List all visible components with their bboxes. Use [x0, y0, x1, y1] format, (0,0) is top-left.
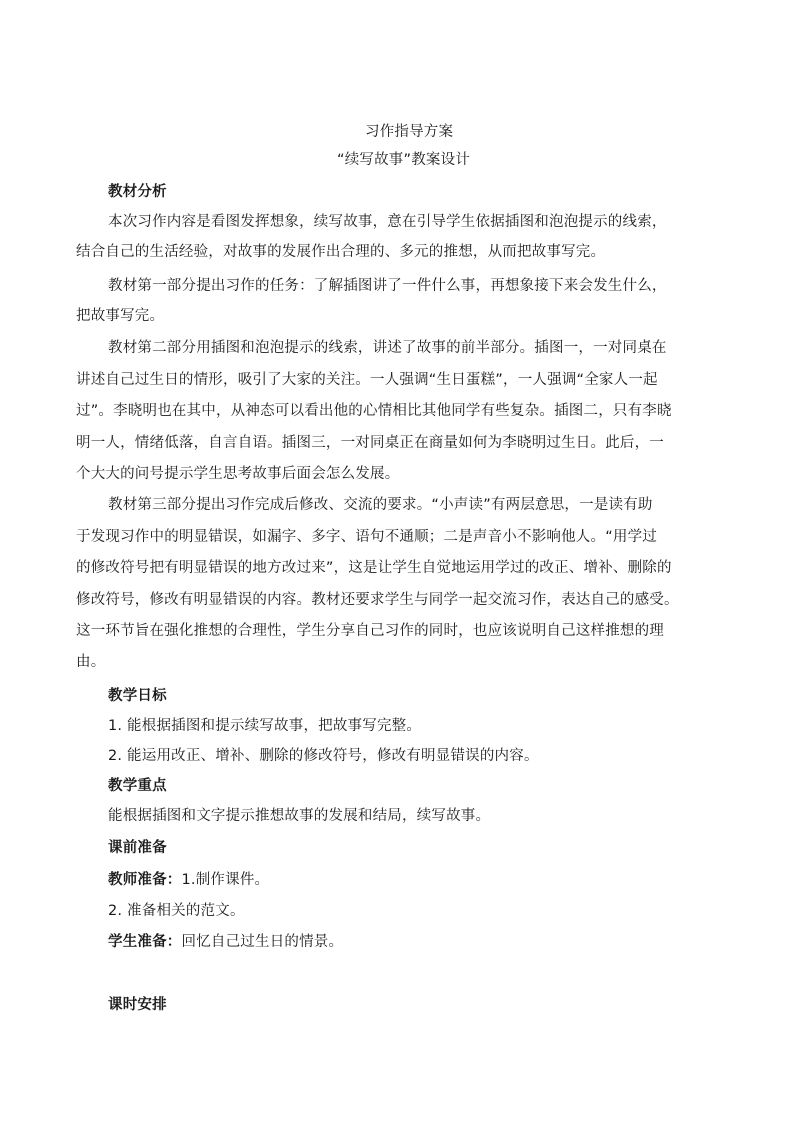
- paragraph-line: 个大大的问号提示学生思考故事后面会怎么发展。: [76, 466, 400, 482]
- paragraph-line: 明一人，情绪低落，自言自语。插图三，一对同桌正在商量如何为李晓明过生日。此后，一: [76, 435, 664, 451]
- section-heading-goals: 教学日标: [108, 688, 167, 704]
- student-prep-line: [108, 932, 343, 952]
- section-heading-schedule: 课时安排: [108, 997, 167, 1013]
- paragraph-line: 教材第二部分用插图和泡泡提示的线索，讲述了故事的前半部分。插图一，一对同桌在: [108, 340, 667, 356]
- paragraph-line: 修改符号，修改有明显错误的内容。教材还要求学生与同学一起交流习作，表达自己的感受。: [76, 592, 679, 608]
- section-heading-preparation: 课前准备: [108, 840, 167, 856]
- paragraph-line: 的修改符号把有明显错误的地方改过来”，这是让学生自觉地运用学过的改正、增补、删除的: [76, 560, 672, 576]
- paragraph-line: 把故事写完。: [76, 308, 165, 324]
- paragraph-line: 于发现习作中的明显错误，如漏字、多字、语句不通顺；二是声音小不影响他人。“用学过: [76, 529, 658, 545]
- paragraph-line: 过”。李晓明也在其中，从神态可以看出他的心情相比其他同学有些复杂。插图二，只有李晓: [76, 403, 672, 419]
- student-prep-label: 学生准备：: [108, 934, 182, 950]
- teacher-prep-label: 教师准备：: [108, 872, 182, 888]
- paragraph-line: 教材第一部分提出习作的任务：了解插图讲了一件什么事，再想象接下来会发生什么，: [108, 278, 667, 294]
- paragraph-line: 本次习作内容是看图发挥想象，续写故事，意在引导学生依据插图和泡泡提示的线索，: [108, 214, 667, 230]
- teacher-prep-line: [108, 870, 269, 890]
- paragraph-line: 讲述自己过生日的情形，吸引了大家的关注。一人强调“生日蛋糕”，一人强调“全家人一起: [76, 372, 658, 388]
- section-heading-focus: 教学重点: [108, 778, 167, 794]
- paragraph-line: 这一环节旨在强化推想的合理性，学生分享自己习作的同时，也应该说明自己这样推想的理: [76, 623, 664, 639]
- paragraph-line: 由。: [76, 654, 106, 670]
- paragraph-line: 教材第三部分提出习作完成后修改、交流的要求。“小声读”有两层意思，一是读有助: [108, 497, 653, 513]
- teacher-prep-text: 1.制作课件。: [181, 872, 270, 888]
- list-item: 2. 准备相关的范文。: [108, 903, 245, 919]
- list-item: 2. 能运用改正、增补、删除的修改符号，修改有明显错误的内容。: [108, 748, 539, 764]
- section-heading-analysis: 教材分析: [108, 184, 167, 200]
- list-item: 1. 能根据插图和提示续写故事，把故事写完整。: [108, 718, 422, 734]
- document-subtitle: “续写故事”教案设计: [337, 152, 471, 168]
- paragraph-line: 能根据插图和文字提示推想故事的发展和结局，续写故事。: [108, 808, 491, 824]
- document-title: 习作指导方案: [365, 124, 454, 140]
- paragraph-line: 结合自己的生活经验，对故事的发展作出合理的、多元的推想，从而把故事写完。: [76, 244, 606, 260]
- student-prep-text: 回忆自己过生日的情景。: [181, 934, 344, 950]
